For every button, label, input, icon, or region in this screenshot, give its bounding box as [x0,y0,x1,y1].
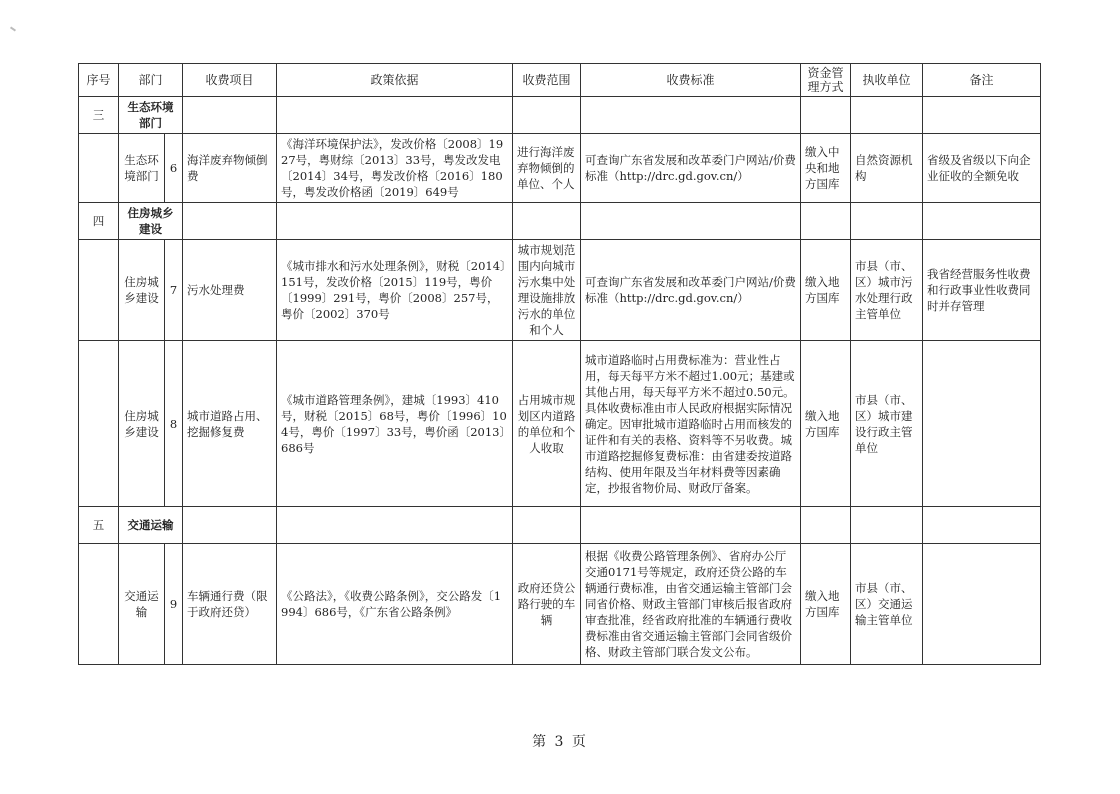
row-remark: 省级及省级以下向企业征收的全额免收 [923,134,1041,203]
section-row [79,507,1041,544]
header-remark: 备注 [923,64,1041,97]
header-seq: 序号 [79,64,119,97]
row-remark: 我省经营服务性收费和行政事业性收费同时并存管理 [923,240,1041,341]
table-row [79,240,1041,341]
row-dept: 生态环境部门 [119,134,165,203]
row-fund-mgmt: 缴入地方国库 [801,240,851,341]
row-standard: 城市道路临时占用费标准为：营业性占用，每天每平方米不超过1.00元；基建或其他占用，每天每平方米不超过0.50元。具体收费标准由市人民政府根据实际情况确定。因审批城市道路临时占用而核发的证件和有关的表格、资料等不另收费。城市道路挖掘修复费标准：由省建委按道路结构、使用年限及当年材料费等因素确定，抄报省物价局、财政厅备案。 [581,341,801,507]
row-executor: 市县（市、区）交通运输主管单位 [851,544,923,665]
section-number: 五 [79,507,119,544]
section-row [79,97,1041,134]
row-number: 9 [165,544,183,665]
header-policy: 政策依据 [277,64,513,97]
row-item: 海洋废弃物倾倒费 [183,134,277,203]
row-item: 污水处理费 [183,240,277,341]
section-dept: 生态环境部门 [119,97,183,134]
row-executor: 市县（市、区）城市污水处理行政主管单位 [851,240,923,341]
section-number: 四 [79,203,119,240]
row-policy: 《城市道路管理条例》，建城〔1993〕410号，财税〔2015〕68号，粤价〔1996〕104号，粤价〔1997〕33号，粤价函〔2013〕686号 [277,341,513,507]
section-dept: 交通运输 [119,507,183,544]
row-policy: 《海洋环境保护法》，发改价格〔2008〕1927号，粤财综〔2013〕33号，粤发改发电〔2014〕34号，粤发改价格〔2016〕180号，粤发改价格函〔2019〕649号 [277,134,513,203]
scan-speck [10,26,16,31]
row-dept: 交通运输 [119,544,165,665]
table-row [79,544,1041,665]
section-number: 三 [79,97,119,134]
row-dept: 住房城乡建设 [119,341,165,507]
row-policy: 《城市排水和污水处理条例》，财税〔2014〕151号，发改价格〔2015〕119号，粤价〔1999〕291号，粤价〔2008〕257号，粤价〔2002〕370号 [277,240,513,341]
row-remark [923,544,1041,665]
header-executor: 执收单位 [851,64,923,97]
table-row [79,134,1041,203]
section-dept: 住房城乡建设 [119,203,183,240]
row-remark [923,341,1041,507]
row-executor: 市县（市、区）城市建设行政主管单位 [851,341,923,507]
table-row [79,341,1041,507]
header-fund-mgmt: 资金管理方式 [801,64,851,97]
row-fund-mgmt: 缴入中央和地方国库 [801,134,851,203]
header-standard: 收费标准 [581,64,801,97]
row-fund-mgmt: 缴入地方国库 [801,341,851,507]
header-dept: 部门 [119,64,183,97]
section-row [79,203,1041,240]
header-item: 收费项目 [183,64,277,97]
row-item: 车辆通行费（限于政府还贷） [183,544,277,665]
row-scope: 进行海洋废弃物倾倒的单位、个人 [513,134,581,203]
row-number: 7 [165,240,183,341]
row-fund-mgmt: 缴入地方国库 [801,544,851,665]
row-item: 城市道路占用、挖掘修复费 [183,341,277,507]
row-standard: 可查询广东省发展和改革委门户网站/价费标准（http://drc.gd.gov.cn/） [581,134,801,203]
row-dept: 住房城乡建设 [119,240,165,341]
row-scope: 占用城市规划区内道路的单位和个人收取 [513,341,581,507]
row-policy: 《公路法》，《收费公路条例》，交公路发〔1994〕686号，《广东省公路条例》 [277,544,513,665]
row-executor: 自然资源机构 [851,134,923,203]
row-number: 8 [165,341,183,507]
fee-table [78,63,1041,665]
row-scope: 城市规划范围内向城市污水集中处理设施排放污水的单位和个人 [513,240,581,341]
row-number: 6 [165,134,183,203]
page-number: 第 3 页 [532,734,588,750]
row-scope: 政府还贷公路行驶的车辆 [513,544,581,665]
header-scope: 收费范围 [513,64,581,97]
row-standard: 可查询广东省发展和改革委门户网站/价费标准（http://drc.gd.gov.cn/） [581,240,801,341]
table-header-row [79,64,1041,97]
row-standard: 根据《收费公路管理条例》、省府办公厅交通0171号等规定，政府还贷公路的车辆通行费标准，由省交通运输主管部门会同省价格、财政主管部门审核后报省政府审查批准，经省政府批准的车辆通行费收费标准由省交通运输主管部门会同省级价格、财政主管部门联合发文公布。 [581,544,801,665]
